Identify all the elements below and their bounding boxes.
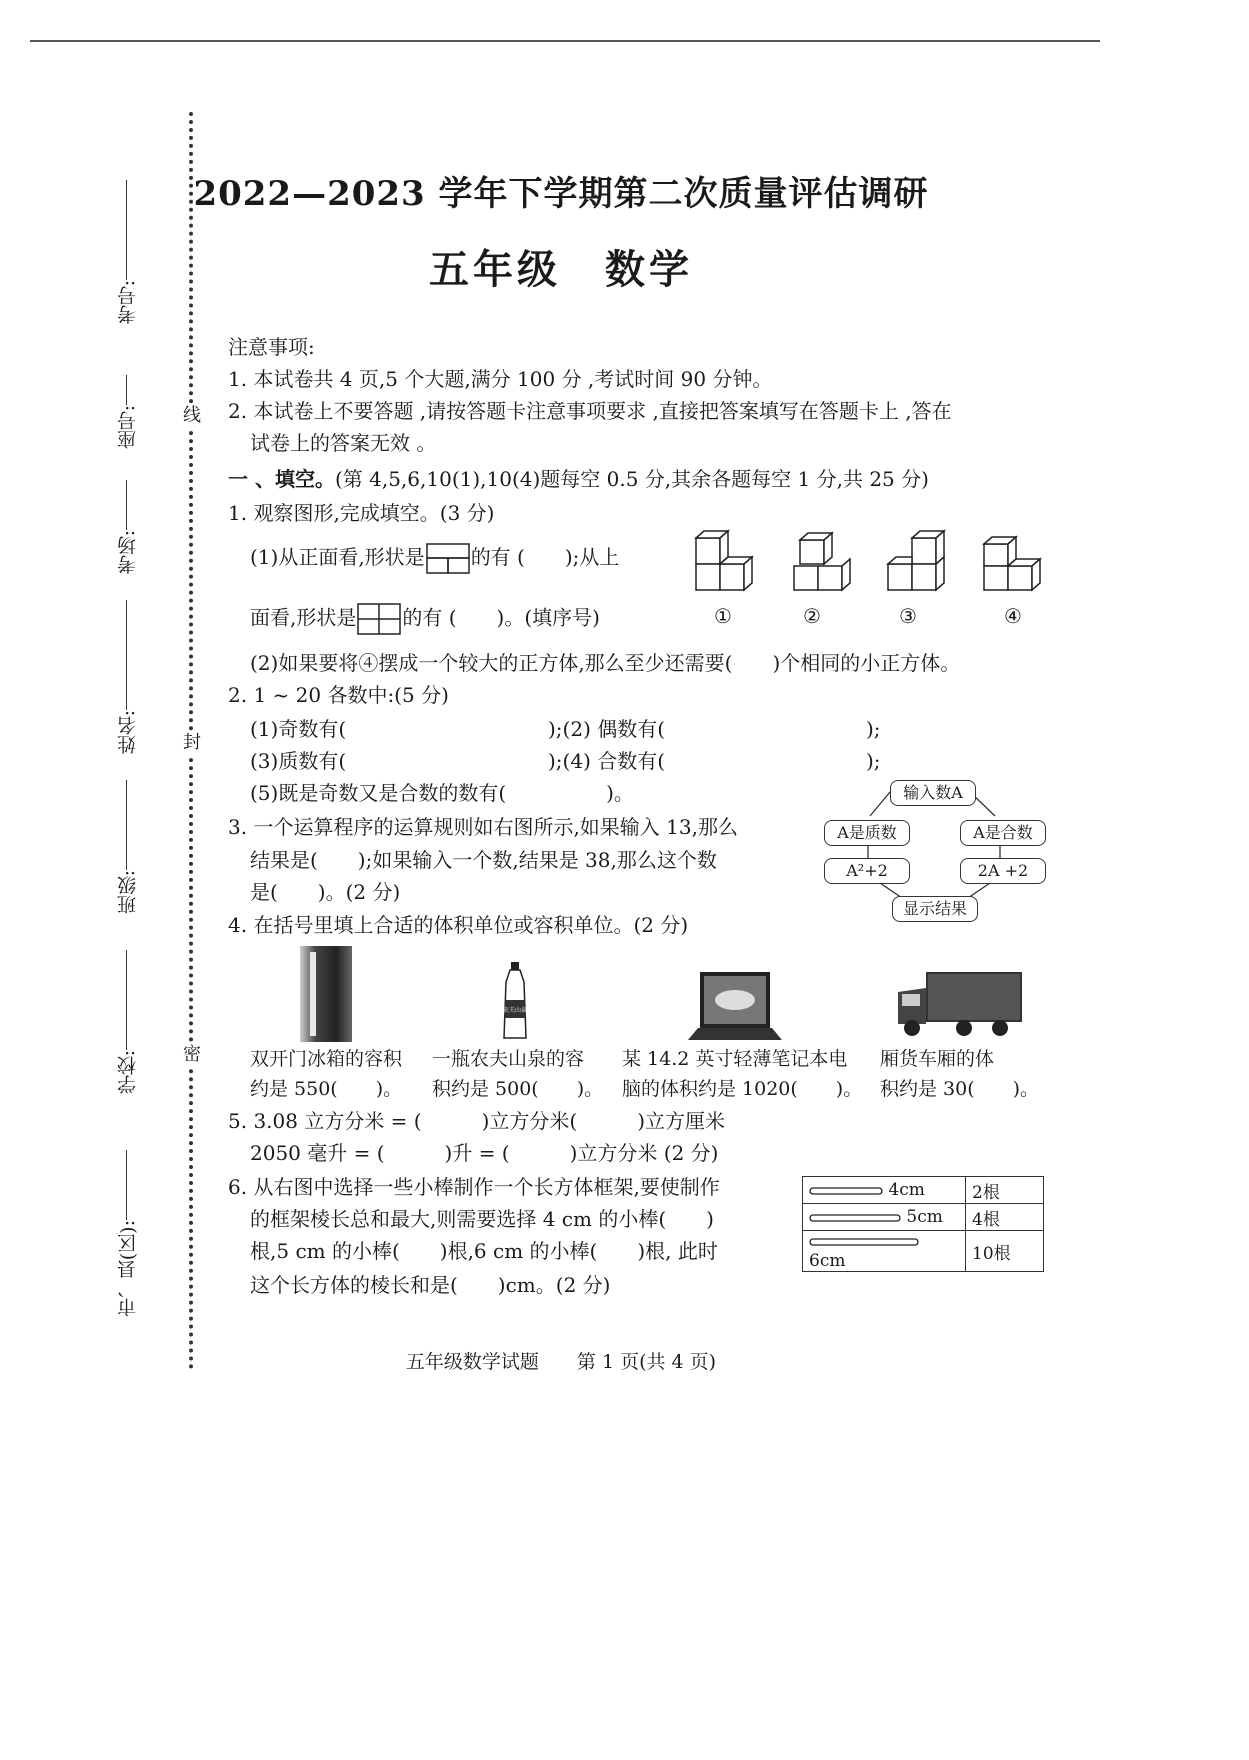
q3-line1: 3. 一个运算程序的运算规则如右图所示,如果输入 13,那么 — [228, 815, 738, 839]
field-underline — [126, 950, 127, 1050]
q5-line2: 2050 毫升 = ( )升 = ( )立方分米 (2 分) — [250, 1141, 719, 1165]
cube-label-4: ④ — [1004, 604, 1022, 628]
q4-caption-3b: 脑的体积约是 1020( )。 — [622, 1078, 863, 1100]
sticks-table — [802, 1176, 1044, 1272]
field-underline — [126, 780, 127, 870]
cube-figure-4 — [984, 537, 1040, 590]
cube-figure-2 — [794, 533, 850, 590]
q2-a-part1: (1)奇数有( — [250, 717, 347, 741]
table-row — [803, 1231, 1044, 1272]
stick-count-cell: 10根 — [966, 1231, 1044, 1272]
field-underline — [126, 600, 127, 710]
q1-stem: 1. 观察图形,完成填空。(3 分) — [228, 501, 495, 525]
field-class[interactable]: 班级: — [118, 780, 154, 914]
cube-label-2: ② — [803, 604, 821, 628]
q1-part1-line1: (1)从正面看,形状是 的有 ( );从上 — [250, 542, 619, 575]
flow-op1-box: A²+2 — [824, 858, 910, 884]
flow-prime-box: A是质数 — [824, 820, 910, 846]
section-1-heading: 一 、填空。(第 4,5,6,10(1),10(4)题每空 0.5 分,其余各题每空 1 分,共 25 分) — [228, 467, 929, 491]
q2-c: (5)既是奇数又是合数的数有( )。 — [250, 781, 634, 805]
notes-item-2a: 2. 本试卷上不要答题 ,请按答题卡注意事项要求 ,直接把答案填写在答题卡上 ,答在 — [228, 399, 952, 423]
q4-caption-2b: 积约是 500( )。 — [432, 1078, 604, 1100]
cube-figure-3 — [888, 531, 944, 590]
laptop-image — [688, 970, 782, 1042]
cube-figures — [690, 528, 1050, 600]
stick-icon — [809, 1237, 919, 1247]
q2-b-part1: (3)质数有( — [250, 749, 347, 773]
q3-line3: 是( )。(2 分) — [250, 880, 401, 904]
field-exam-room[interactable]: 考场: — [118, 480, 154, 574]
binding-word-xian: 线 — [183, 405, 201, 426]
q1-part2: (2)如果要将④摆成一个较大的正方体,那么至少还需要( )个相同的小正方体。 — [250, 651, 961, 675]
cube-label-1: ① — [714, 604, 732, 628]
q6-line1: 6. 从右图中选择一些小棒制作一个长方体框架,要使制作 — [228, 1175, 720, 1199]
truck-image — [896, 970, 1024, 1038]
table-row — [803, 1177, 1044, 1204]
q2-a-part3: ); — [866, 717, 881, 741]
exam-subtitle: 五年级 数学 — [429, 246, 693, 293]
stick-icon — [809, 1213, 901, 1223]
page-footer: 五年级数学试题 第 1 页(共 4 页) — [405, 1351, 717, 1373]
flow-composite-box: A是合数 — [960, 820, 1046, 846]
q4-caption-2a: 一瓶农夫山泉的容 — [432, 1048, 585, 1070]
stick-count-cell: 4根 — [966, 1204, 1044, 1231]
flow-output-box: 显示结果 — [892, 896, 978, 922]
field-city-county[interactable]: 市、县(区): — [118, 1150, 154, 1317]
cube-label-3: ③ — [899, 604, 917, 628]
q2-a-part2: );(2) 偶数有( — [548, 717, 666, 741]
cube-figure-1 — [696, 531, 752, 590]
q6-line3: 根,5 cm 的小棒( )根,6 cm 的小棒( )根, 此时 — [250, 1239, 718, 1263]
table-row — [803, 1204, 1044, 1231]
notes-heading: 注意事项: — [228, 335, 315, 359]
q6-line4: 这个长方体的棱长和是( )cm。(2 分) — [250, 1273, 611, 1297]
q4-caption-4b: 积约是 30( )。 — [880, 1078, 1040, 1100]
field-underline — [126, 1150, 127, 1220]
field-underline — [126, 375, 127, 405]
stick-length-cell: 4cm — [803, 1177, 966, 1204]
q2-b-part3: ); — [866, 749, 881, 773]
binding-word-mi: 密 — [183, 1044, 201, 1065]
notes-item-1: 1. 本试卷共 4 页,5 个大题,满分 100 分 ,考试时间 90 分钟。 — [228, 367, 773, 391]
q1-part1-line2: 面看,形状是 的有 ( )。(填序号) — [250, 602, 600, 636]
binding-word-feng: 封 — [183, 732, 201, 753]
stick-icon — [809, 1186, 883, 1196]
field-underline — [126, 480, 127, 530]
q3-line2: 结果是( );如果输入一个数,结果是 38,那么这个数 — [250, 848, 717, 872]
q6-line2: 的框架棱长总和最大,则需要选择 4 cm 的小棒( ) — [250, 1207, 714, 1231]
q2-b-part2: );(4) 合数有( — [548, 749, 666, 773]
shape-top-view-icon — [356, 602, 402, 636]
water-bottle-image — [500, 962, 530, 1042]
field-exam-number[interactable]: 考号: — [118, 180, 154, 324]
svg-text:农夫山泉: 农夫山泉 — [502, 1007, 528, 1014]
flow-input-box: 输入数A — [890, 780, 976, 806]
q4-caption-4a: 厢货车厢的体 — [880, 1048, 995, 1070]
notes-item-2b: 试卷上的答案无效 。 — [250, 431, 437, 455]
shape-front-view-icon — [425, 543, 471, 575]
fridge-image — [300, 946, 352, 1042]
stick-length-cell: 5cm — [803, 1204, 966, 1231]
q2-stem: 2. 1 ~ 20 各数中:(5 分) — [228, 683, 449, 707]
field-seat-number[interactable]: 座号: — [118, 375, 154, 449]
q4-stem: 4. 在括号里填上合适的体积单位或容积单位。(2 分) — [228, 913, 689, 937]
q5-line1: 5. 3.08 立方分米 = ( )立方分米( )立方厘米 — [228, 1109, 726, 1133]
q4-caption-1a: 双开门冰箱的容积 — [250, 1048, 403, 1070]
q4-caption-3a: 某 14.2 英寸轻薄笔记本电 — [622, 1048, 848, 1070]
stick-length-cell: 6cm — [803, 1231, 966, 1272]
flow-op2-box: 2A +2 — [960, 858, 1046, 884]
field-school[interactable]: 学校: — [118, 950, 154, 1094]
q4-caption-1b: 约是 550( )。 — [250, 1078, 403, 1100]
stick-count-cell: 2根 — [966, 1177, 1044, 1204]
top-border-line — [30, 40, 1100, 42]
field-name[interactable]: 姓名: — [118, 600, 154, 754]
exam-title: 2022—2023 学年下学期第二次质量评估调研 — [193, 174, 929, 214]
